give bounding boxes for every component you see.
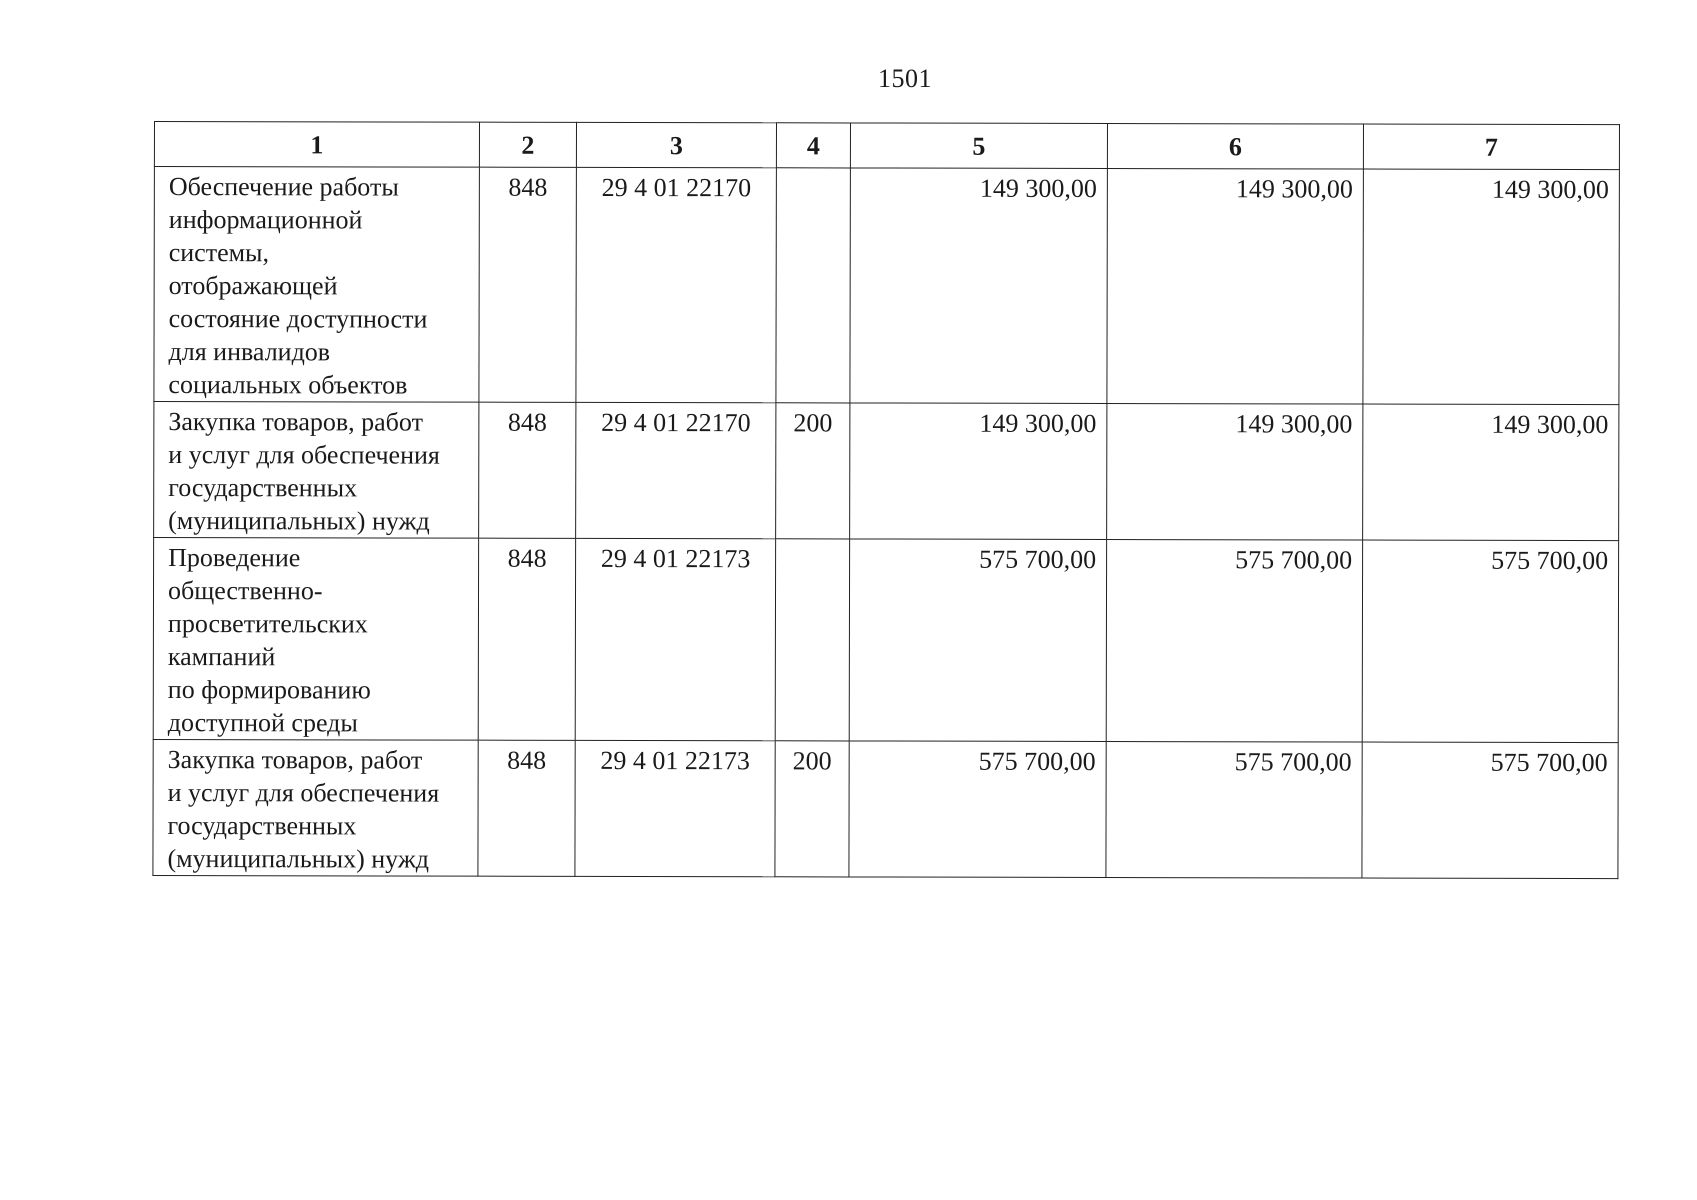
amount-cell-2: 575 700,00: [1106, 741, 1362, 878]
column-header-4: 4: [776, 123, 850, 168]
amount-cell-3: 575 700,00: [1362, 540, 1618, 743]
expense-type-cell: [775, 539, 849, 741]
ministry-code-cell: 848: [479, 402, 576, 538]
page-number: 1501: [878, 64, 932, 93]
column-header-3: 3: [576, 122, 776, 167]
column-header-7: 7: [1363, 124, 1619, 170]
expense-type-cell: [776, 168, 850, 403]
table-row: [153, 538, 1618, 743]
expense-type-cell: 200: [775, 741, 849, 877]
target-article-cell: 29 4 01 22173: [575, 538, 775, 740]
target-article-cell: 29 4 01 22173: [575, 740, 775, 876]
column-header-6: 6: [1107, 123, 1363, 169]
amount-cell-3: 575 700,00: [1362, 742, 1618, 879]
column-header-5: 5: [850, 123, 1107, 169]
ministry-code-cell: 848: [478, 538, 575, 740]
amount-cell-3: 149 300,00: [1363, 169, 1619, 405]
amount-cell-3: 149 300,00: [1363, 404, 1619, 541]
amount-cell-2: 149 300,00: [1107, 168, 1363, 404]
amount-cell-1: 149 300,00: [850, 403, 1107, 540]
amount-cell-1: 575 700,00: [849, 539, 1106, 742]
target-article-cell: 29 4 01 22170: [576, 402, 776, 538]
target-article-cell: 29 4 01 22170: [576, 167, 776, 402]
column-header-1: 1: [154, 122, 479, 168]
ministry-code-cell: 848: [478, 740, 575, 876]
budget-table: [152, 121, 1620, 879]
amount-cell-2: 575 700,00: [1106, 539, 1362, 742]
amount-cell-1: 149 300,00: [850, 168, 1107, 404]
amount-cell-1: 575 700,00: [849, 741, 1106, 878]
ministry-code-cell: 848: [479, 167, 576, 402]
table-header-row: [154, 122, 1619, 170]
table-row: [154, 167, 1619, 405]
table-row: [154, 402, 1619, 541]
row-name-cell: Проведение общественно- просветительских кампаний по формированию доступной среды: [153, 538, 478, 741]
amount-cell-2: 149 300,00: [1107, 403, 1363, 540]
row-name-cell: Закупка товаров, работ и услуг для обеспечения государственных (муниципальных) нужд: [153, 739, 478, 876]
row-name-cell: Закупка товаров, работ и услуг для обеспечения государственных (муниципальных) нужд: [154, 402, 479, 539]
row-name-cell: Обеспечение работы информационной системы, отображающей состояние доступности для инвалидов социальных объектов: [154, 167, 479, 403]
expense-type-cell: 200: [776, 403, 850, 539]
column-header-2: 2: [479, 122, 576, 167]
table-row: [153, 739, 1618, 878]
